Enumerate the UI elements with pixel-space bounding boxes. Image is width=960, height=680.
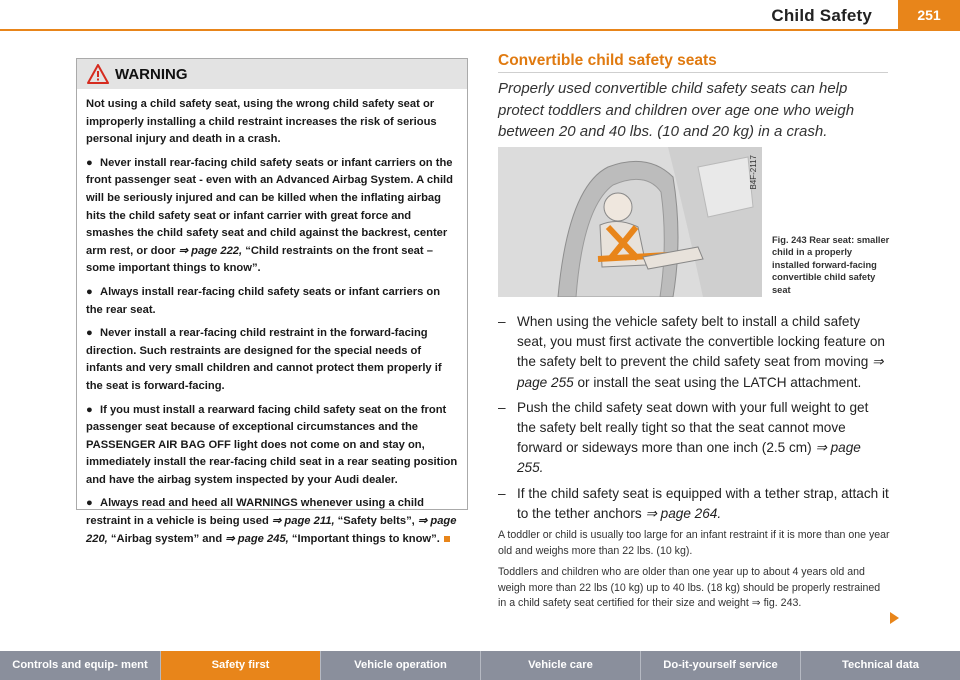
end-marker bbox=[444, 536, 450, 542]
warning-bullet: ● Never install a rear-facing child restraint in the forward-facing direction. Such restraints are designed for the special needs of infants and very small children and cannot protect them properly if the seat is forward-facing. bbox=[86, 327, 442, 392]
notes bbox=[498, 528, 890, 618]
page-section-title: Child Safety bbox=[771, 6, 872, 25]
section-intro: Properly used convertible child safety seats can help protect toddlers and children over age one who weigh between 20 and 40 lbs. (10 and 20 kg) in a crash. bbox=[498, 80, 855, 140]
nav-tab-safety-first[interactable]: Safety first bbox=[161, 651, 321, 680]
warning-body bbox=[77, 89, 467, 548]
section-rule bbox=[498, 72, 888, 73]
note-paragraph: Toddlers and children who are older than one year up to about 4 years old and weigh more than 22 lbs (10 kg) up to 40 lbs. (18 kg) should be properly restrained in a child safety seat certified for their size and weight ⇒ fig. 243. bbox=[498, 566, 881, 609]
warning-bullet: ● Always read and heed all WARNINGS whenever using a child restraint in a vehicle is being used ⇒ page 211, “Safety belts”, ⇒ page 220, “Airbag system” and ⇒ page 245, “Important things to know”. bbox=[86, 497, 457, 545]
page-link[interactable]: ⇒ page 245, bbox=[225, 532, 289, 545]
chapter-nav bbox=[0, 651, 960, 680]
figure-child-seat-illustration bbox=[498, 147, 762, 297]
instruction-list bbox=[498, 312, 890, 529]
warning-intro: Not using a child safety seat, using the wrong child safety seat or improperly installing a child restraint increases the risk of serious personal injury and death in a crash. bbox=[86, 98, 437, 146]
page-link[interactable]: ⇒ page 222, bbox=[178, 244, 243, 257]
warning-header bbox=[77, 59, 467, 89]
page-number: 251 bbox=[898, 0, 960, 30]
note-paragraph: A toddler or child is usually too large for an infant restraint if it is more than one year old and weighs more than 22 lbs. (10 kg). bbox=[498, 529, 890, 557]
child-seat-illustration bbox=[498, 147, 762, 297]
figure-caption: Fig. 243 Rear seat: smaller child in a properly installed forward-facing convertible child safety seat bbox=[772, 235, 890, 295]
nav-tab-technical-data[interactable]: Technical data bbox=[801, 651, 960, 680]
figure-code: B4F-2117 bbox=[749, 155, 758, 190]
instruction-step: – When using the vehicle safety belt to install a child safety seat, you must first activate the convertible locking feature on the safety belt to prevent the child safety seat from moving ⇒ page 255 or install the seat using the LATCH attachment. bbox=[498, 314, 885, 390]
warning-box bbox=[76, 58, 468, 545]
page-link[interactable]: ⇒ page 220, bbox=[86, 515, 457, 545]
nav-tab-controls[interactable]: Controls and equip- ment bbox=[0, 651, 161, 680]
page-link[interactable]: ⇒ page 264. bbox=[645, 505, 722, 521]
continue-arrow-icon bbox=[890, 612, 899, 624]
page-link[interactable]: ⇒ page 255. bbox=[517, 440, 861, 476]
page-link[interactable]: ⇒ page 211, bbox=[271, 515, 335, 528]
page-link[interactable]: ⇒ page 255 bbox=[517, 354, 884, 390]
warning-bullet: ● Always install rear-facing child safety seats or infant carriers on the rear seat. bbox=[86, 285, 441, 316]
header-rule bbox=[0, 29, 960, 31]
warning-label: WARNING bbox=[115, 65, 188, 83]
nav-tab-vehicle-operation[interactable]: Vehicle operation bbox=[321, 651, 481, 680]
nav-tab-diy-service[interactable]: Do-it-yourself service bbox=[641, 651, 801, 680]
warning-triangle-icon bbox=[87, 64, 109, 84]
instruction-step: – Push the child safety seat down with your full weight to get the safety belt really tight so that the seat cannot move forward or sideways more than one inch (2.5 cm) ⇒ page 255. bbox=[498, 399, 869, 476]
warning-bullet: ● If you must install a rearward facing child safety seat on the front passenger seat because of exceptional circumstances and the PASSENGER AIR BAG OFF light does not come on and stay on, immediately install the rear-facing child seat in a rear seating position and have the airbag system inspected by your Audi dealer. bbox=[86, 403, 458, 486]
instruction-step: – If the child safety seat is equipped with a tether strap, attach it to the tether anchors ⇒ page 264. bbox=[498, 485, 889, 521]
section-heading: Convertible child safety seats bbox=[498, 52, 717, 69]
warning-bullet: ● Never install rear-facing child safety seats or infant carriers on the front passenger seat - even with an Advanced Airbag System. A child will be seriously injured and can be killed when the inflating airbag hits the child safety seat or infant carrier with great force and smashes the child safety seat and child against the backrest, center arm rest, or door ⇒ page 222, “Child restraints on the front seat – some important things to know”. bbox=[86, 156, 454, 275]
nav-tab-vehicle-care[interactable]: Vehicle care bbox=[481, 651, 641, 680]
